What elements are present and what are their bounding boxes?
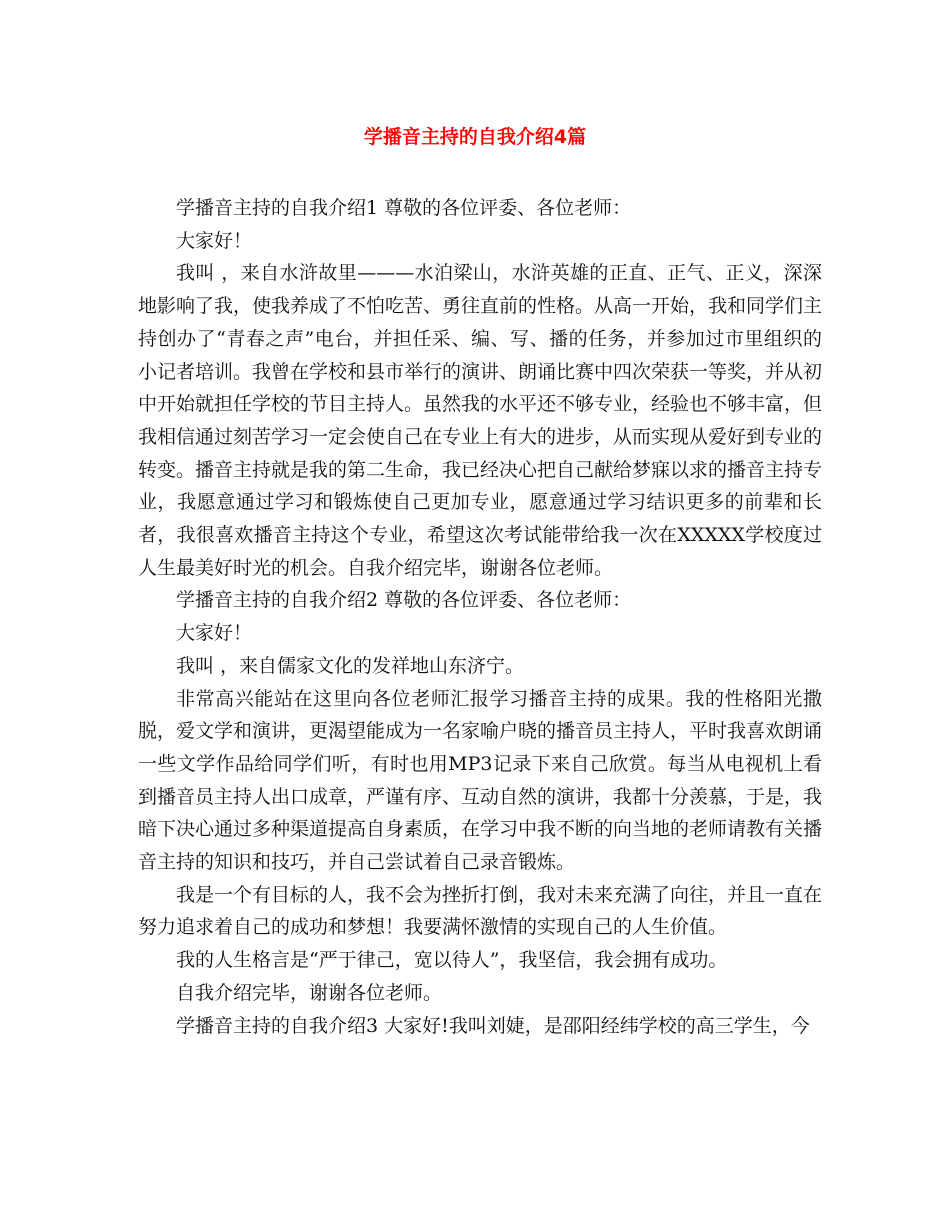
paragraph: 我的人生格言是“严于律己，宽以待人”，我坚信，我会拥有成功。 [176, 949, 728, 972]
paragraph: 大家好！ [176, 229, 253, 252]
paragraph: 大家好！ [176, 622, 253, 645]
paragraph: 非常高兴能站在这里向各位老师汇报学习播音主持的成果。我的性格阳光撒脱，爱文学和演讲，更渴望能成为一名家喻户晓的播音员主持人，平时我喜欢朗诵一些文学作品给同学们听，有时也用MP3记录下来自己欣赏。每当从电视机上看到播音员主持人出口成章，严谨有序、互动自然的演讲，我都十分羡慕，于是，我暗下决心通过多种渠道提高自身素质，在学习中我不断的向当地的老师请教有关播音主持的知识和技巧，并自己尝试着自己录音锻炼。 [138, 687, 823, 874]
paragraph: 学播音主持的自我介绍2 尊敬的各位评委、各位老师： [176, 589, 632, 612]
document-title: 学播音主持的自我介绍4篇 [363, 126, 587, 148]
paragraph: 我是一个有目标的人，我不会为挫折打倒，我对未来充满了向往，并且一直在努力追求着自己的成功和梦想！我要满怀激情的实现自己的人生价值。 [138, 883, 823, 939]
paragraph: 学播音主持的自我介绍3 大家好!我叫刘婕，是邵阳经纬学校的高三学生，今 [176, 1014, 810, 1037]
paragraph: 学播音主持的自我介绍1 尊敬的各位评委、各位老师： [176, 197, 632, 219]
paragraph: 自我介绍完毕，谢谢各位老师。 [176, 981, 443, 1004]
paragraph: 我叫 ，来自水浒故里———水泊梁山，水浒英雄的正直、正气、正义，深深地影响了我，使我养成了不怕吃苦、勇往直前的性格。从高一开始，我和同学们主持创办了“青春之声”电台，并担任采、编、写、播的任务，并参加过市里组织的小记者培训。我曾在学校和县市举行的演讲、朗诵比赛中四次荣获一等奖，并从初中开始就担任学校的节目主持人。虽然我的水平还不够专业，经验也不够丰富，但我相信通过刻苦学习一定会使自己在专业上有大的进步，从而实现从爱好到专业的转变。播音主持就是我的第二生命，我已经决心把自己献给梦寐以求的播音主持专业，我愿意通过学习和锻炼使自己更加专业，愿意通过学习结识更多的前辈和长者，我很喜欢播音主持这个专业，希望这次考试能带给我一次在XXXXX学校度过人生最美好时光的机会。自我介绍完毕，谢谢各位老师。 [138, 262, 823, 579]
paragraph: 我叫 ，来自儒家文化的发祥地山东济宁。 [176, 654, 525, 677]
document-body [138, 192, 822, 1042]
